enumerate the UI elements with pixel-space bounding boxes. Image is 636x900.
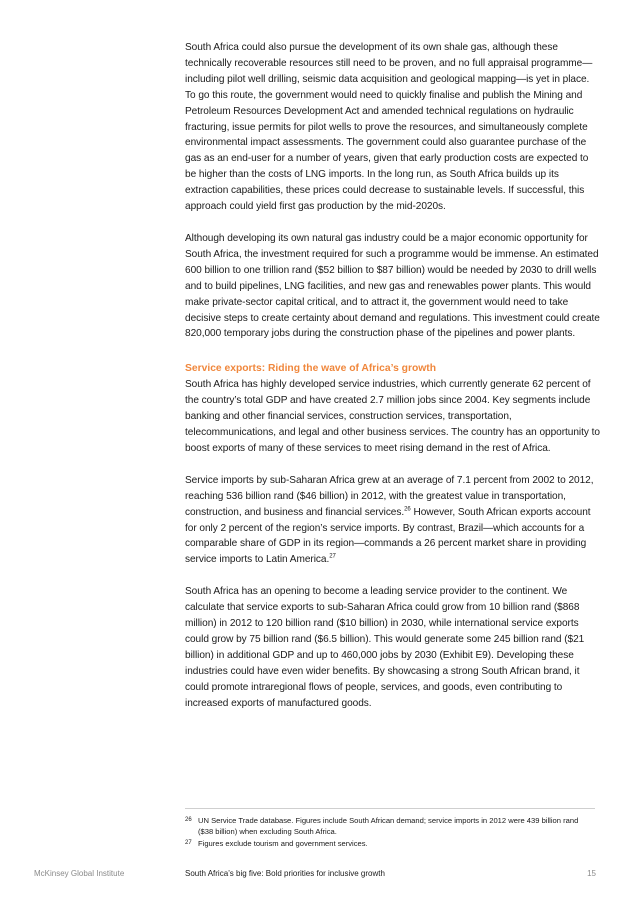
paragraph-service-exports: South Africa has an opening to become a leading service provider to the continent. We calculate that service exports to sub-Saharan Africa could grow from 10 billion rand ($868 million) in 2012 to 120 billion rand ($10 billion) in 2030, while international service exports could grow by 75 billion rand ($6.5 billion). This would generate some 245 billion rand ($21 billion) in additional GDP and up to 460,000 jobs by 2030 (Exhibit E9). Developing these industries could have even wider benefits. By showcasing a strong South African brand, it could promote intraregional flows of people, services, and goods, even contributing to increased exports of manufactured goods.	[185, 586, 585, 709]
footnote-text: UN Service Trade database. Figures include South African demand; service imports in 2012 were 439 billion rand ($38 billion) when excluding South Africa.	[198, 816, 579, 836]
footnote-27	[185, 839, 595, 850]
paragraph-service-imports	[185, 473, 601, 568]
paragraph-text: Service imports by sub-Saharan Africa grew at an average of 7.1 percent from 2002 to 2012, reaching 536 billion rand ($46 billion) in 2012, with the greatest value in transportation, construction, and business and financial services.	[185, 474, 594, 518]
paragraph-text: However, South African exports account for only 2 percent of the region’s service imports. By contrast, Brazil—which accounts for a comparable share of GDP in its region—commands a 26 percent market share in providing service imports to Latin America.	[185, 506, 591, 566]
footnote-number: 26	[185, 817, 192, 823]
paragraph-shale-gas: South Africa could also pursue the development of its own shale gas, although these technically recoverable resources still need to be proven, and no full appraisal programme—including pilot well drilling, seismic data acquisition and geological mapping—is yet in place. To go this route, the government would need to quickly finalise and publish the Mining and Petroleum Resources Development Act and amended technical regulations on hydraulic fracturing, issue permits for pilot wells to prove the resources, and simultaneously complete environmental impact assessments. The government could also guarantee purchase of the gas as an end-user for a number of years, given that early production costs are expected to be higher than the costs of LNG imports. In the long run, as South Africa builds up its extraction capabilities, these prices could decrease to sustainable levels. If successful, this approach could yield first gas production by the mid-2020s.	[185, 42, 593, 213]
footnote-ref-27[interactable]: 27	[329, 554, 336, 561]
footer-report-title: South Africa’s big five: Bold priorities for inclusive growth	[185, 869, 385, 878]
footnote-26	[185, 816, 595, 837]
footer-publisher: McKinsey Global Institute	[34, 869, 125, 878]
main-content	[185, 40, 601, 728]
page-number: 15	[587, 869, 596, 878]
footnote-number: 27	[185, 840, 192, 846]
footnote-ref-26[interactable]: 26	[404, 506, 411, 513]
footnotes	[185, 808, 595, 852]
paragraph-gas-investment: Although developing its own natural gas industry could be a major economic opportunity for South Africa, the investment required for such a programme would be immense. An estimated 600 billion to one trillion rand ($52 billion to $87 billion) would be needed by 2030 to drill wells and to build pipelines, LNG facilities, and new gas and renewables power plants. This would make private-sector capital critical, and to attract it, the government would need to take decisive steps to create certainty about demand and regulations. This investment could create 820,000 temporary jobs during the construction phase of the pipelines and power plants.	[185, 232, 600, 340]
paragraph-service-industries: South Africa has highly developed service industries, which currently generate 62 percent of the country’s total GDP and have created 2.7 million jobs since 2004. Key segments include banking and other financial services, construction services, transportation, telecommunications, and legal and other business services. The country has an opportunity to boost exports of many of these services to meet rising demand in the rest of Africa.	[185, 379, 600, 454]
footnote-text: Figures exclude tourism and government services.	[198, 839, 368, 848]
section-heading: Service exports: Riding the wave of Africa’s growth	[185, 363, 436, 375]
